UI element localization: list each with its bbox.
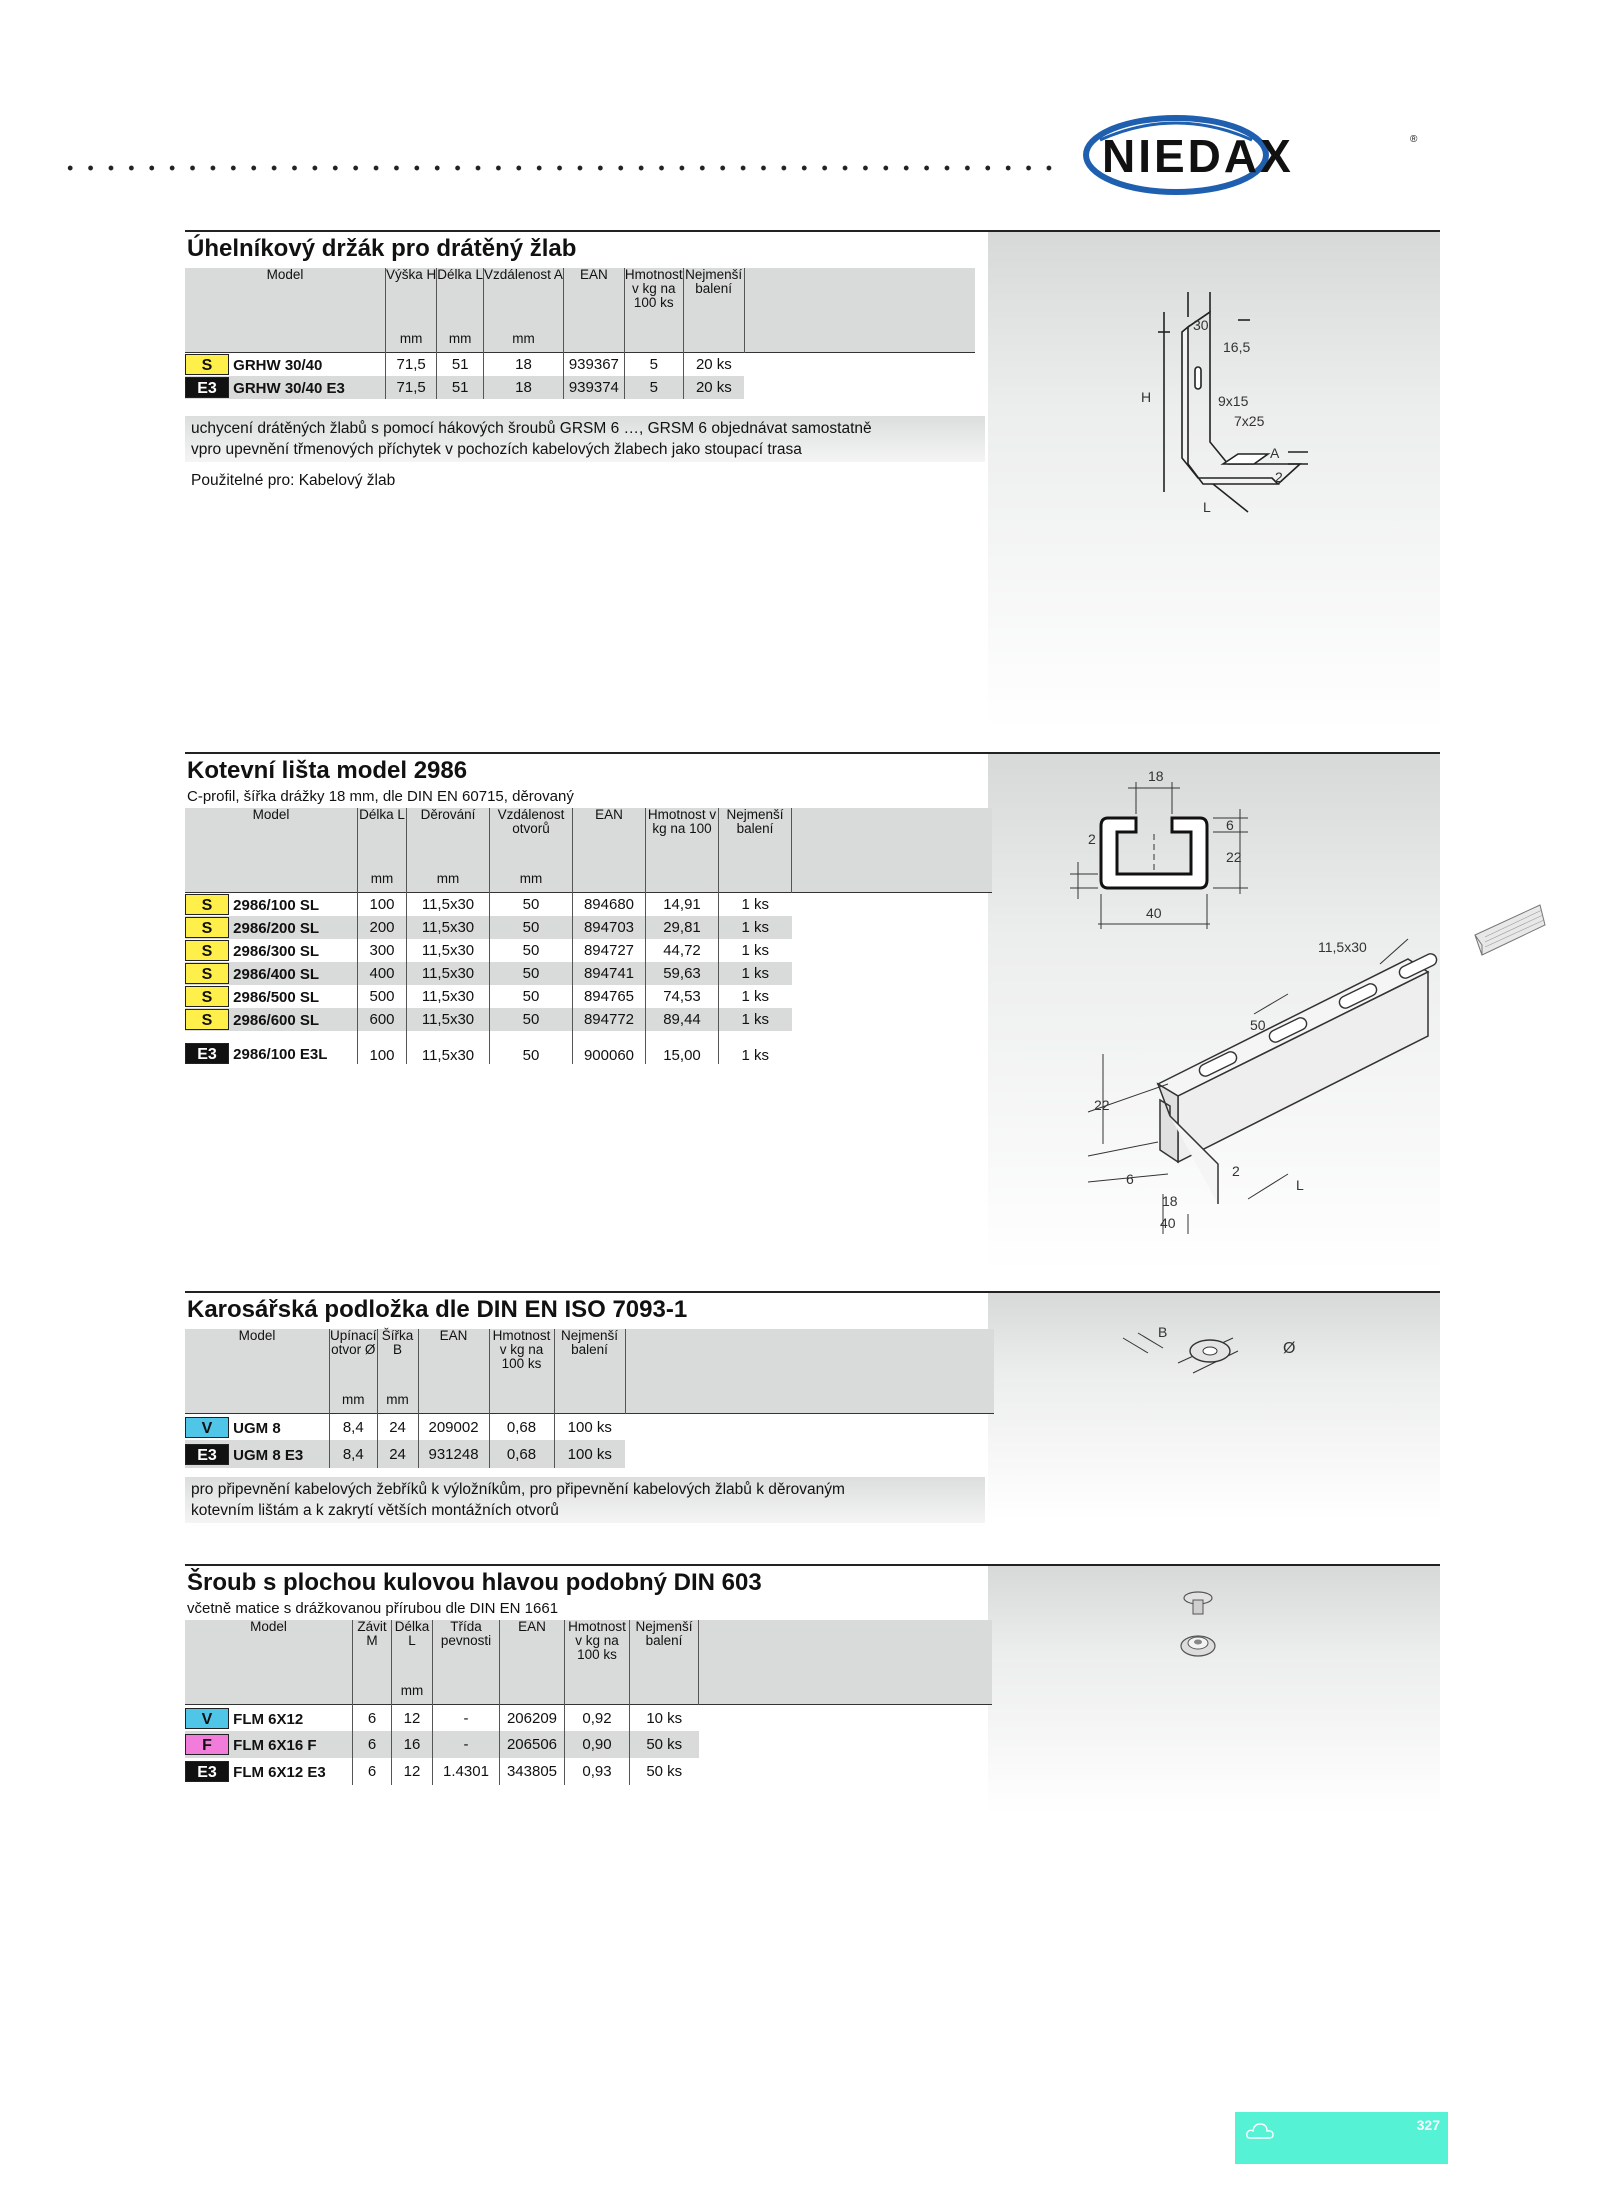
usage-text: Použitelné pro: Kabelový žlab (191, 472, 396, 489)
badge-s: S (185, 986, 229, 1007)
model-cell (185, 916, 358, 939)
model-name: 2986/200 SL (233, 920, 320, 937)
cell-ean: 894727 (573, 939, 646, 962)
model-name: 2986/400 SL (233, 966, 320, 983)
header-pack: Nejmenší balení (554, 1329, 625, 1393)
cell-weight: 0,68 (489, 1440, 554, 1468)
table-units-row (185, 872, 992, 893)
section-note (185, 416, 985, 462)
table-units-row (185, 1393, 994, 1414)
model-cell (185, 1440, 330, 1468)
cell-pack: 1 ks (741, 896, 769, 913)
dim-7x25: 7x25 (1234, 413, 1265, 429)
model-cell (185, 1705, 353, 1731)
header-pack: Nejmenší balení (630, 1620, 699, 1684)
product-table (185, 268, 975, 399)
cell-thread: 6 (353, 1731, 392, 1758)
unit-cell: mm (330, 1393, 378, 1414)
logo-text: NIEDAX (1102, 130, 1294, 182)
header-strength: Třída pevnosti (433, 1620, 500, 1684)
cell-ean: 894680 (573, 893, 646, 916)
cell-length: 100 (358, 893, 407, 916)
header-thread: Závit M (353, 1620, 392, 1684)
header-pack: Nejmenší balení (683, 268, 744, 332)
model-name: GRHW 30/40 E3 (233, 380, 345, 397)
header-weight: Hmotnost v kg na 100 ks (624, 268, 683, 332)
cell-weight: 0,93 (565, 1758, 630, 1785)
dim-iso-22: 22 (1094, 1097, 1110, 1113)
cell-ean: 894703 (573, 916, 646, 939)
table-header-row (185, 808, 992, 872)
cell-ean: 900060 (573, 1031, 646, 1064)
header-length: Délka L (358, 808, 407, 872)
model-name: GRHW 30/40 (233, 357, 323, 374)
cell-length: 500 (358, 985, 407, 1008)
header-model: Model (185, 1620, 353, 1684)
unit-cell: mm (490, 872, 573, 893)
model-cell (185, 939, 358, 962)
cell-ean: 206209 (500, 1705, 565, 1731)
note-line: pro připevnění kabelových žebříků k výložníkům, pro připevnění kabelových žlabů k děrovaným (191, 1481, 845, 1498)
table-header-row (185, 1620, 992, 1684)
model-name: 2986/500 SL (233, 989, 320, 1006)
dim-b: B (1158, 1324, 1168, 1340)
header-hole: Upínací otvor Ø (330, 1329, 378, 1393)
dim-2-side: 2 (1088, 831, 1096, 847)
cell-strength: 1.4301 (433, 1758, 500, 1785)
header-height: Výška H (386, 268, 437, 332)
unit-cell (683, 332, 744, 353)
product-table (185, 1620, 992, 1785)
cell-weight: 0,90 (565, 1731, 630, 1758)
table-row (185, 1731, 992, 1758)
unit-cell (418, 1393, 489, 1414)
cell-pack: 100 ks (554, 1440, 625, 1468)
unit-cell: mm (386, 332, 437, 353)
header-weight: Hmotnost v kg na 100 (646, 808, 719, 872)
unit-cell (433, 1684, 500, 1705)
dim-16-5: 16,5 (1223, 339, 1251, 355)
row-filler (792, 985, 993, 1008)
cell-length: 51 (437, 376, 484, 399)
cell-height: 71,5 (386, 376, 437, 399)
cell-ean: 939367 (563, 353, 624, 376)
header-width: Šířka B (377, 1329, 418, 1393)
cell-pack: 1 ks (719, 916, 792, 939)
table-row (185, 893, 992, 916)
header-perforation: Děrování (407, 808, 490, 872)
model-name: UGM 8 (233, 1419, 281, 1437)
cell-weight: 0,92 (565, 1705, 630, 1731)
table-row (185, 1008, 992, 1031)
model-cell (185, 1758, 353, 1785)
table-row (185, 916, 992, 939)
badge-e3: E3 (185, 1761, 229, 1782)
drawing-panel (988, 1293, 1440, 1521)
table-row (185, 985, 992, 1008)
cell-hole-distance: 50 (490, 916, 573, 939)
cell-ean: 894772 (573, 1008, 646, 1031)
unit-cell: mm (392, 1684, 433, 1705)
product-table (185, 808, 992, 1064)
cell-height: 71,5 (386, 353, 437, 376)
cell-length: 400 (358, 962, 407, 985)
header-filler (744, 268, 975, 332)
badge-e3: E3 (185, 1043, 229, 1064)
unit-cell: mm (407, 872, 490, 893)
header-dotted-rule (60, 163, 1060, 173)
cell-thread: 6 (353, 1758, 392, 1785)
unit-cell: mm (484, 332, 564, 353)
dim-l: L (1203, 499, 1211, 515)
cell-hole-distance: 50 (490, 962, 573, 985)
logo-reg-mark: ® (1410, 134, 1418, 145)
drawing-panel (988, 1566, 1440, 1814)
cell-pack: 1 ks (741, 988, 769, 1005)
dim-a: A (1270, 445, 1280, 461)
drawing-panel (988, 754, 1440, 1272)
row-filler (699, 1731, 993, 1758)
table-units-row (185, 332, 975, 353)
model-name: FLM 6X12 E3 (233, 1764, 326, 1781)
cell-distance: 18 (484, 376, 564, 399)
cell-weight: 14,91 (646, 893, 719, 916)
badge-s: S (185, 1009, 229, 1030)
cell-width: 24 (377, 1440, 418, 1468)
header-ean: EAN (563, 268, 624, 332)
badge-s: S (185, 963, 229, 984)
cell-weight: 5 (624, 353, 683, 376)
table-header-row (185, 1329, 994, 1393)
cell-weight: 0,68 (489, 1414, 554, 1440)
table-row (185, 1440, 994, 1468)
unit-cell (719, 872, 792, 893)
cell-ean: 894765 (573, 985, 646, 1008)
cell-weight: 44,72 (646, 939, 719, 962)
section-washer (185, 1291, 1440, 1521)
cell-strength: - (433, 1705, 500, 1731)
unit-filler (792, 872, 993, 893)
model-name: 2986/300 SL (233, 943, 320, 960)
section-subtitle: C-profil, šířka drážky 18 mm, dle DIN EN 60715, děrovaný (187, 788, 574, 805)
unit-cell (565, 1684, 630, 1705)
cell-perforation: 11,5x30 (407, 1008, 490, 1031)
header-pack: Nejmenší balení (719, 808, 792, 872)
header-filler (792, 808, 993, 872)
header-ean: EAN (418, 1329, 489, 1393)
table-row (185, 1705, 992, 1731)
dim-iso-18: 18 (1162, 1193, 1178, 1209)
section-subtitle: včetně matice s drážkovanou přírubou dle DIN EN 1661 (187, 1600, 559, 1617)
cell-length: 200 (358, 916, 407, 939)
section-bolt (185, 1564, 1440, 1814)
header-model: Model (185, 268, 386, 332)
cell-width: 24 (377, 1414, 418, 1440)
header-weight: Hmotnost v kg na 100 ks (489, 1329, 554, 1393)
cell-perforation: 11,5x30 (407, 985, 490, 1008)
header-distance: Vzdálenost A (484, 268, 564, 332)
cell-weight: 59,63 (646, 962, 719, 985)
table-row (185, 1758, 992, 1785)
badge-s: S (185, 354, 229, 375)
cell-pack: 1 ks (719, 1008, 792, 1031)
table-row (185, 962, 992, 985)
dim-diameter: Ø (1283, 1340, 1296, 1357)
row-filler (792, 1008, 993, 1031)
dim-9x15: 9x15 (1218, 393, 1249, 409)
drawing-panel (988, 232, 1440, 730)
cell-hole-distance: 50 (490, 985, 573, 1008)
dim-2: 2 (1275, 469, 1283, 485)
table-header-row (185, 268, 975, 332)
cell-length: 12 (392, 1705, 433, 1731)
page-number-box (1235, 2112, 1448, 2164)
dim-iso-2: 2 (1232, 1163, 1240, 1179)
unit-cell: mm (437, 332, 484, 353)
cell-pack: 1 ks (719, 962, 792, 985)
model-name: FLM 6X16 F (233, 1737, 317, 1754)
row-filler (625, 1440, 994, 1468)
header-filler (699, 1620, 993, 1684)
dim-40: 40 (1146, 905, 1162, 921)
header-model: Model (185, 808, 358, 872)
cell-ean: 206506 (500, 1731, 565, 1758)
section-title: Šroub s plochou kulovou hlavou podobný DIN 603 (187, 1569, 762, 1596)
dim-slot: 11,5x30 (1318, 939, 1367, 955)
cell-length: 12 (392, 1758, 433, 1785)
dim-6: 6 (1226, 817, 1234, 833)
section-title: Úhelníkový držák pro drátěný žlab (187, 235, 577, 262)
unit-cell (353, 1684, 392, 1705)
model-cell (185, 1008, 358, 1031)
cell-perforation: 11,5x30 (407, 939, 490, 962)
cell-length: 100 (358, 1031, 407, 1064)
unit-cell (624, 332, 683, 353)
unit-filler (625, 1393, 994, 1414)
cell-pack: 10 ks (646, 1709, 683, 1727)
cell-length: 300 (358, 939, 407, 962)
cell-perforation: 11,5x30 (407, 1031, 490, 1064)
note-line: vpro upevnění třmenových příchytek v pochozích kabelových žlabech jako stoupací trasa (191, 441, 802, 458)
model-cell (185, 1031, 358, 1064)
dim-iso-6: 6 (1126, 1171, 1134, 1187)
cell-ean: 209002 (418, 1414, 489, 1440)
unit-cell: mm (358, 872, 407, 893)
badge-s: S (185, 894, 229, 915)
badge-v: V (185, 1417, 229, 1438)
niedax-logo (1080, 112, 1440, 198)
table-row (185, 1031, 992, 1064)
table-row (185, 376, 975, 399)
model-name: 2986/600 SL (233, 1012, 320, 1029)
angle-bracket-drawing (988, 232, 1440, 515)
model-cell (185, 353, 386, 376)
row-filler (625, 1414, 994, 1440)
badge-v: V (185, 1708, 229, 1729)
row-filler (699, 1705, 993, 1731)
unit-cell: mm (377, 1393, 418, 1414)
model-name: UGM 8 E3 (233, 1446, 304, 1464)
header-model: Model (185, 1329, 330, 1393)
unit-cell (563, 332, 624, 353)
cable-tray-thumbnail (1470, 900, 1550, 960)
unit-cell (185, 872, 358, 893)
cell-hole-distance: 50 (490, 1008, 573, 1031)
cell-pack: 50 ks (630, 1731, 699, 1758)
badge-e3: E3 (185, 1444, 229, 1465)
row-filler (792, 893, 993, 916)
cell-strength: - (433, 1731, 500, 1758)
dim-iso-l: L (1296, 1177, 1304, 1193)
cell-pack: 1 ks (741, 942, 769, 959)
badge-s: S (185, 940, 229, 961)
note-line: kotevním lištám a k zakrytí větších montážních otvorů (191, 1502, 559, 1519)
page-number: 327 (1416, 2117, 1440, 2133)
model-cell (185, 985, 358, 1008)
cell-perforation: 11,5x30 (407, 893, 490, 916)
unit-cell (646, 872, 719, 893)
row-filler (699, 1758, 993, 1785)
cell-ean: 894741 (573, 962, 646, 985)
cell-weight: 5 (624, 376, 683, 399)
row-filler (744, 376, 975, 399)
cell-weight: 74,53 (646, 985, 719, 1008)
unit-cell (185, 1684, 353, 1705)
product-table (185, 1329, 994, 1468)
dim-22: 22 (1226, 849, 1242, 865)
row-filler (744, 353, 975, 376)
cell-weight: 29,81 (646, 916, 719, 939)
cell-hole: 8,4 (330, 1414, 378, 1440)
cell-hole-distance: 50 (490, 1031, 573, 1064)
row-filler (792, 962, 993, 985)
unit-cell (185, 332, 386, 353)
table-row (185, 353, 975, 376)
dim-h: H (1141, 389, 1152, 405)
dim-pitch-50: 50 (1250, 1017, 1266, 1033)
section-title: Karosářská podložka dle DIN EN ISO 7093-1 (187, 1296, 688, 1323)
cloud-outline-icon (1245, 2120, 1275, 2142)
section-note (185, 1477, 985, 1523)
header-hole-distance: Vzdálenost otvorů (490, 808, 573, 872)
dim-18: 18 (1148, 768, 1164, 784)
cell-ean: 939374 (563, 376, 624, 399)
dim-iso-40: 40 (1160, 1215, 1176, 1231)
model-cell (185, 893, 358, 916)
cell-pack: 1 ks (741, 1047, 769, 1064)
dim-30: 30 (1193, 317, 1209, 333)
section-angle-bracket (185, 230, 1440, 730)
unit-filler (699, 1684, 993, 1705)
unit-cell (185, 1393, 330, 1414)
section-anchor-rail (185, 752, 1440, 1272)
cell-ean: 931248 (418, 1440, 489, 1468)
model-cell (185, 1731, 353, 1758)
note-line: uchycení drátěných žlabů s pomocí hákových šroubů GRSM 6 …, GRSM 6 objednávat samostatně (191, 420, 872, 437)
anchor-rail-drawing (988, 754, 1440, 1272)
badge-f: F (185, 1734, 229, 1755)
badge-e3: E3 (185, 377, 229, 398)
table-row (185, 939, 992, 962)
unit-cell (554, 1393, 625, 1414)
cell-length: 51 (437, 353, 484, 376)
unit-filler (744, 332, 975, 353)
cell-weight: 89,44 (646, 1008, 719, 1031)
cell-weight: 15,00 (646, 1031, 719, 1064)
header-weight: Hmotnost v kg na 100 ks (565, 1620, 630, 1684)
model-name: 2986/100 SL (233, 897, 320, 914)
unit-cell (489, 1393, 554, 1414)
cell-thread: 6 (353, 1705, 392, 1731)
badge-s: S (185, 917, 229, 938)
cell-perforation: 11,5x30 (407, 916, 490, 939)
cell-perforation: 11,5x30 (407, 962, 490, 985)
cell-length: 16 (392, 1731, 433, 1758)
unit-cell (573, 872, 646, 893)
header-ean: EAN (573, 808, 646, 872)
section-title: Kotevní lišta model 2986 (187, 757, 468, 784)
cell-pack: 100 ks (567, 1418, 612, 1436)
washer-drawing (988, 1293, 1440, 1413)
bolt-drawing (988, 1566, 1440, 1676)
model-cell (185, 962, 358, 985)
header-length: Délka L (437, 268, 484, 332)
cell-pack: 20 ks (695, 356, 732, 373)
cell-ean: 343805 (500, 1758, 565, 1785)
model-cell (185, 376, 386, 399)
header-length: Délka L (392, 1620, 433, 1684)
model-name: FLM 6X12 (233, 1710, 304, 1728)
header-ean: EAN (500, 1620, 565, 1684)
cell-length: 600 (358, 1008, 407, 1031)
header-filler (625, 1329, 994, 1393)
table-units-row (185, 1684, 992, 1705)
model-name: 2986/100 E3L (233, 1046, 328, 1063)
table-row (185, 1414, 994, 1440)
row-filler (792, 916, 993, 939)
row-filler (792, 1031, 993, 1064)
unit-cell (500, 1684, 565, 1705)
cell-hole-distance: 50 (490, 893, 573, 916)
row-filler (792, 939, 993, 962)
model-cell (185, 1414, 330, 1440)
unit-cell (630, 1684, 699, 1705)
cell-hole: 8,4 (330, 1440, 378, 1468)
cell-distance: 18 (484, 353, 564, 376)
cell-hole-distance: 50 (490, 939, 573, 962)
cell-pack: 50 ks (646, 1763, 683, 1780)
cell-pack: 20 ks (683, 376, 744, 399)
